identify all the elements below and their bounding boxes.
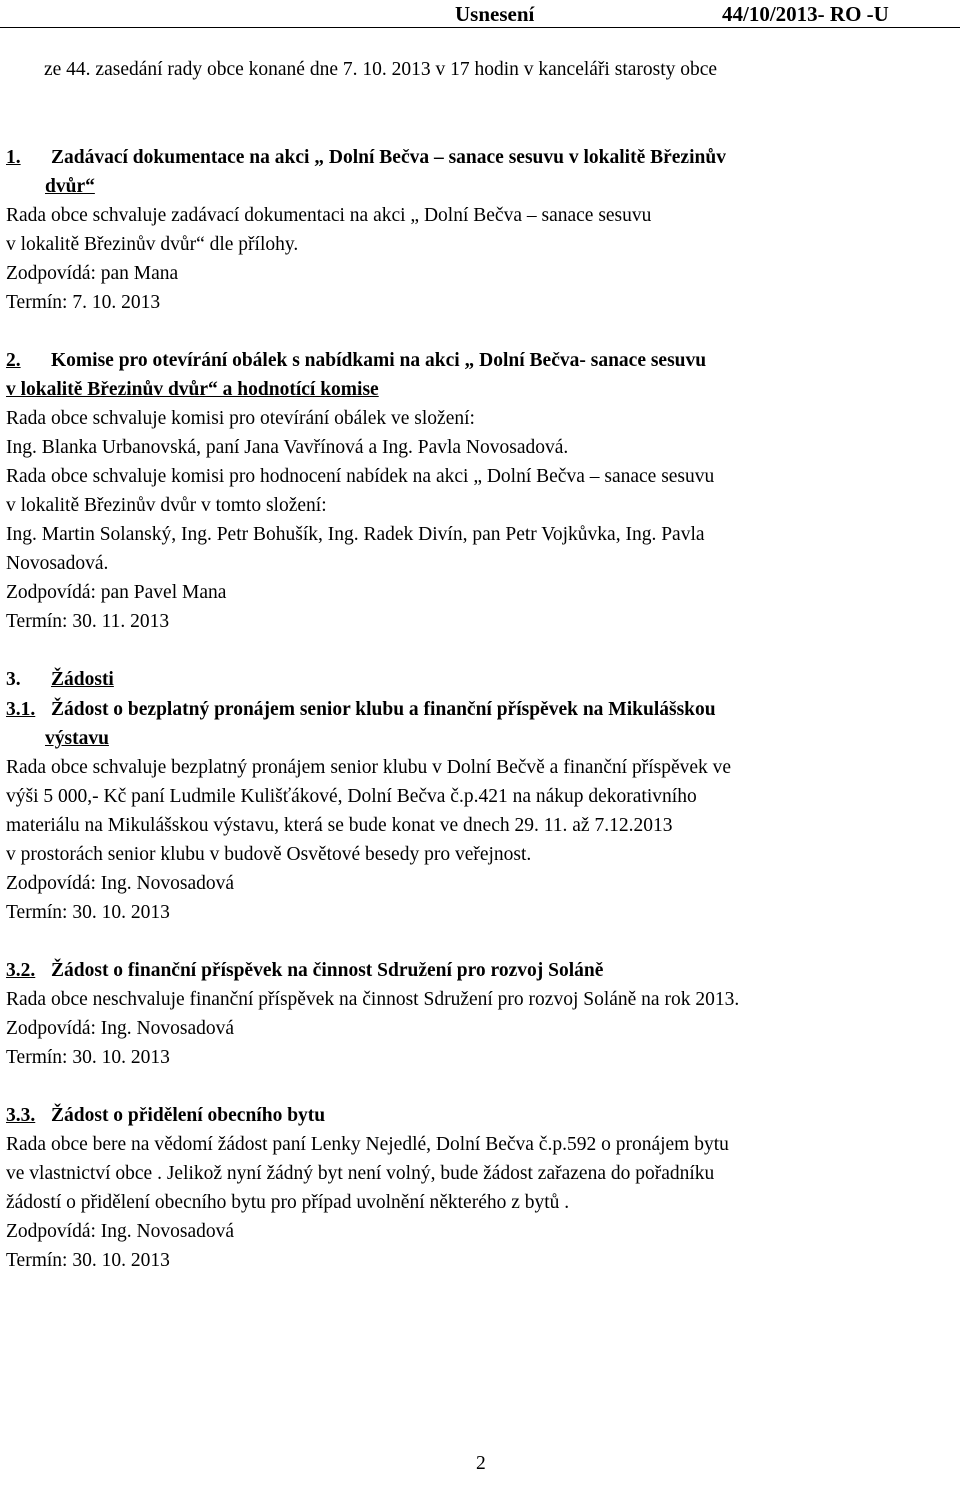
section-1-responsible: Zodpovídá: pan Mana — [6, 263, 179, 284]
section-3-1-heading-line-2 — [6, 727, 109, 751]
section-1-text-2: v lokalitě Březinův dvůr“ dle přílohy. — [6, 234, 299, 255]
section-3-1-title-cont: výstavu — [45, 728, 109, 749]
page-header — [0, 1, 960, 29]
section-2-text-5: Ing. Martin Solanský, Ing. Petr Bohušík, Ing. Radek Divín, pan Petr Vojkůvka, Ing. Pavla — [6, 524, 705, 545]
section-3-1-text-3: materiálu na Mikulášskou výstavu, která se bude konat ve dnech 29. 11. až 7.12.2013 — [6, 815, 673, 836]
header-rule — [0, 27, 960, 28]
section-3-3-responsible: Zodpovídá: Ing. Novosadová — [6, 1221, 235, 1242]
section-2-deadline: Termín: 30. 11. 2013 — [6, 611, 170, 632]
section-3-title: Žádosti — [51, 669, 114, 690]
section-3-2-heading — [6, 959, 604, 983]
section-3-2-text-1: Rada obce neschvaluje finanční příspěvek na činnost Sdružení pro rozvoj Soláně na rok 2013. — [6, 989, 740, 1010]
document-title: Usnesení — [455, 2, 535, 26]
section-2-responsible: Zodpovídá: pan Pavel Mana — [6, 582, 227, 603]
section-3-1-text-4: v prostorách senior klubu v budově Osvětové besedy pro veřejnost. — [6, 844, 532, 865]
section-3-3-number: 3.3. — [6, 1105, 36, 1126]
section-1-title: Zadávací dokumentace na akci „ Dolní Bečva – sanace sesuvu v lokalitě Březinův — [51, 147, 726, 168]
section-1-deadline: Termín: 7. 10. 2013 — [6, 292, 161, 313]
section-3-1-deadline: Termín: 30. 10. 2013 — [6, 902, 170, 923]
section-3-2-number: 3.2. — [6, 960, 36, 981]
section-3-3-text-2: ve vlastnictví obce . Jelikož nyní žádný byt není volný, bude žádost zařazena do pořadníku — [6, 1163, 715, 1184]
section-2-heading-line-2: v lokalitě Březinův dvůr“ a hodnotící komise — [6, 379, 379, 400]
section-2-number: 2. — [6, 350, 21, 371]
section-1-text-1: Rada obce schvaluje zadávací dokumentaci na akci „ Dolní Bečva – sanace sesuvu — [6, 205, 652, 226]
section-3-1-responsible: Zodpovídá: Ing. Novosadová — [6, 873, 235, 894]
section-2-text-2: Ing. Blanka Urbanovská, paní Jana Vavřínová a Ing. Pavla Novosadová. — [6, 437, 569, 458]
section-2-text-6: Novosadová. — [6, 553, 109, 574]
section-2-text-3: Rada obce schvaluje komisi pro hodnocení nabídek na akci „ Dolní Bečva – sanace sesuvu — [6, 466, 715, 487]
section-1-heading-line-2 — [6, 175, 95, 199]
section-3-3-title: Žádost o přidělení obecního bytu — [51, 1105, 326, 1126]
section-2-text-1: Rada obce schvaluje komisi pro otevírání obálek ve složení: — [6, 408, 475, 429]
section-3-3-heading — [6, 1104, 326, 1128]
section-2-heading-line-1 — [6, 349, 707, 373]
section-3-2-responsible: Zodpovídá: Ing. Novosadová — [6, 1018, 235, 1039]
section-3-1-number: 3.1. — [6, 699, 36, 720]
section-1-heading-line-1 — [6, 146, 726, 170]
section-3-number: 3. — [6, 669, 21, 690]
section-2-title: Komise pro otevírání obálek s nabídkami na akci „ Dolní Bečva- sanace sesuvu — [51, 350, 707, 371]
section-3-1-heading-line-1 — [6, 698, 716, 722]
section-3-2-title: Žádost o finanční příspěvek na činnost Sdružení pro rozvoj Soláně — [51, 960, 604, 981]
section-1-number: 1. — [6, 147, 21, 168]
section-3-1-title: Žádost o bezplatný pronájem senior klubu a finanční příspěvek na Mikulášskou — [51, 699, 716, 720]
document-number: 44/10/2013- RO -U — [722, 2, 889, 26]
section-3-2-deadline: Termín: 30. 10. 2013 — [6, 1047, 170, 1068]
section-3-3-text-1: Rada obce bere na vědomí žádost paní Lenky Nejedlé, Dolní Bečva č.p.592 o pronájem bytu — [6, 1134, 729, 1155]
section-3-3-text-3: žádostí o přidělení obecního bytu pro případ uvolnění některého z bytů . — [6, 1192, 570, 1213]
page-number: 2 — [476, 1453, 486, 1474]
section-3-1-text-1: Rada obce schvaluje bezplatný pronájem senior klubu v Dolní Bečvě a finanční příspěvek ve — [6, 757, 732, 778]
section-2-text-4: v lokalitě Březinův dvůr v tomto složení: — [6, 495, 327, 516]
meeting-subtitle: ze 44. zasedání rady obce konané dne 7. 10. 2013 v 17 hodin v kanceláři starosty obce — [44, 59, 718, 80]
section-3-1-text-2: výši 5 000,- Kč paní Ludmile Kulišťákové, Dolní Bečva č.p.421 na nákup dekorativního — [6, 786, 697, 807]
section-1-title-cont: dvůr“ — [45, 176, 95, 197]
section-3-3-deadline: Termín: 30. 10. 2013 — [6, 1250, 170, 1271]
section-3-heading — [6, 668, 114, 692]
